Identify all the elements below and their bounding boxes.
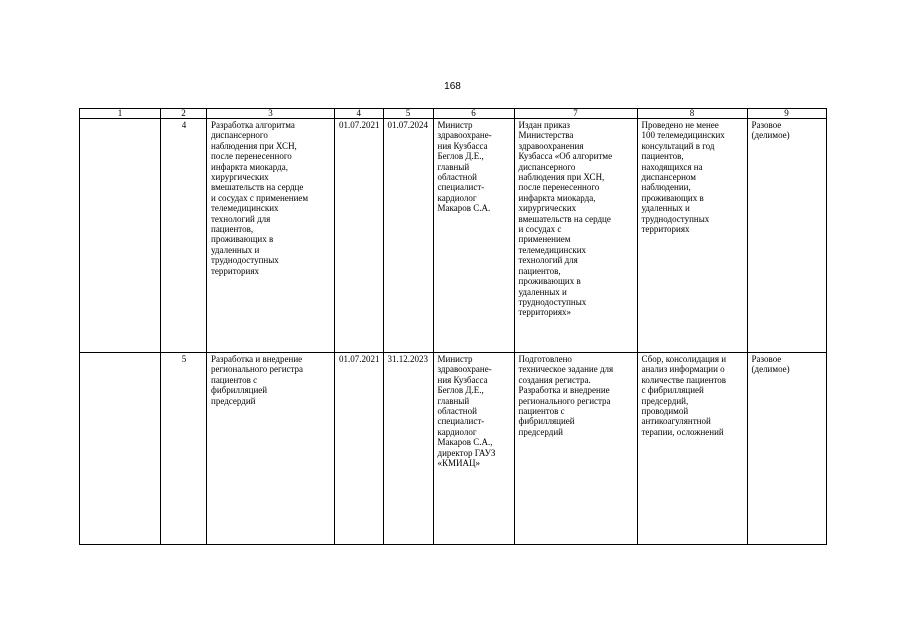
end-date: 31.12.2023 [383,353,433,545]
measure-type: Разовое (делимое) [747,119,826,353]
header-cell: 3 [207,109,335,119]
measure-name: Разработка и внедрение регионального регистра пациентов с фибрилляцией предсердий [207,353,335,545]
item-number: 4 [161,119,207,353]
expected-result: Издан приказ Министерства здравоохранения Кузбасса «Об алгоритме диспансерного наблюдения при ХСН, после перенесенного инфаркта миокарда, хирургических вмешательств на сердце и сосудах с применением телемедицинских технологий для пациентов, проживающих в удаленных и труднодоступных территориях» [514,119,637,353]
table-row [80,353,827,545]
header-cell: 2 [161,109,207,119]
measure-name: Разработка алгоритма диспансерного наблюдения при ХСН, после перенесенного инфаркта миокарда, хирургических вмешательств на сердце и сосудах с применением телемедицинских технологий для пациентов, проживающих в удаленных и труднодоступных территориях [207,119,335,353]
header-cell: 6 [433,109,514,119]
end-date: 01.07.2024 [383,119,433,353]
start-date: 01.07.2021 [335,353,384,545]
measures-table [79,108,827,545]
header-row [80,109,827,119]
measure-type: Разовое (делимое) [747,353,826,545]
section-cell [80,353,161,545]
header-cell: 5 [383,109,433,119]
page-number: 168 [444,81,461,92]
header-cell: 4 [335,109,384,119]
table-row [80,119,827,353]
item-number: 5 [161,353,207,545]
responsible-person: Министр здравоохране- ния Кузбасса Беглов Д.Е., главный областной специалист- кардиолог Макаров С.А., директор ГАУЗ «КМИАЦ» [433,353,514,545]
section-cell [80,119,161,353]
indicator: Сбор, консолидация и анализ информации о количестве пациентов с фибрилляцией предсердий, проводимой антикоагулянтной терапии, осложнений [637,353,747,545]
header-cell: 8 [637,109,747,119]
header-cell: 7 [514,109,637,119]
indicator: Проведено не менее 100 телемедицинских консультаций в год пациентов, находящихся на диспансерном наблюдении, проживающих в удаленных и труднодоступных территориях [637,119,747,353]
header-cell: 1 [80,109,161,119]
header-cell: 9 [747,109,826,119]
responsible-person: Министр здравоохране- ния Кузбасса Беглов Д.Е., главный областной специалист- кардиолог Макаров С.А. [433,119,514,353]
start-date: 01.07.2021 [335,119,384,353]
expected-result: Подготовлено техническое задание для создания регистра. Разработка и внедрение регионального регистра пациентов с фибрилляцией предсердий [514,353,637,545]
